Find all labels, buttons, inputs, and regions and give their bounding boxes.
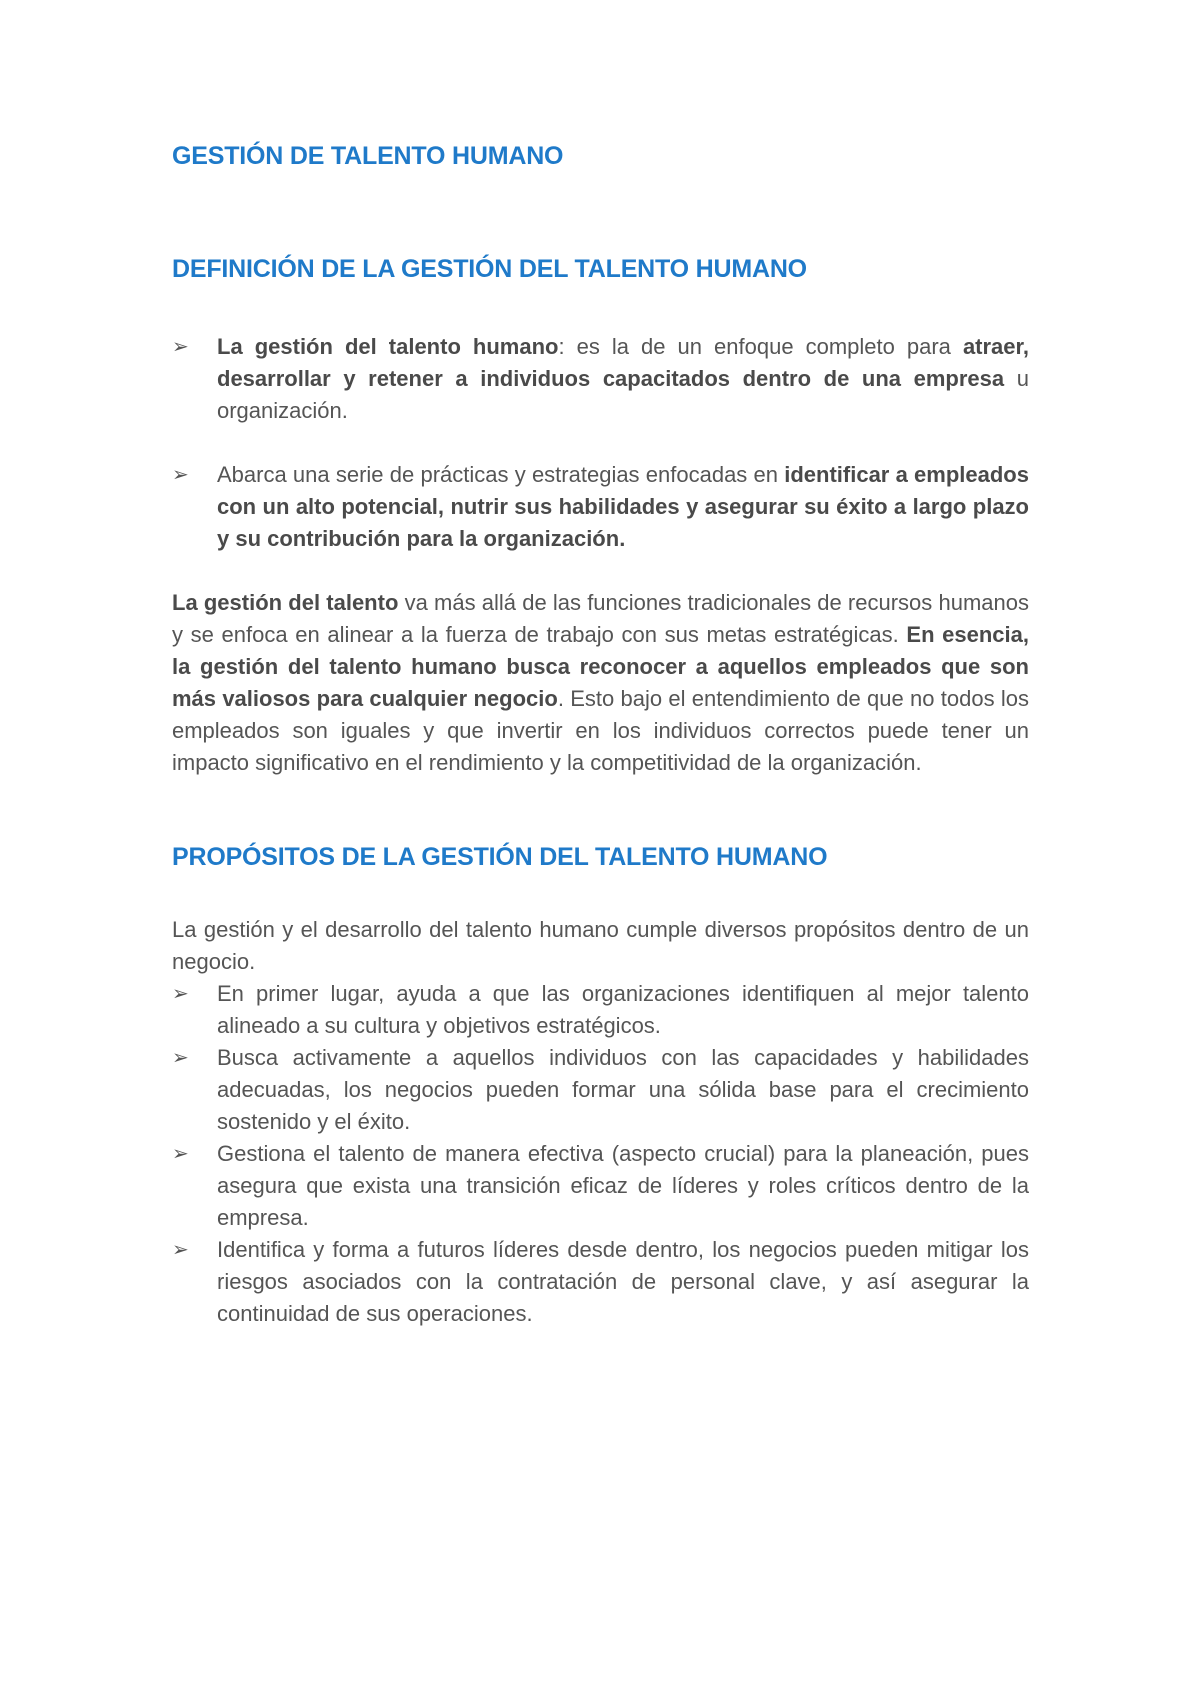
section-heading-definition: DEFINICIÓN DE LA GESTIÓN DEL TALENTO HUMANO (172, 255, 807, 283)
bullet-text: En primer lugar, ayuda a que las organizaciones identifiquen al mejor talento alineado a su cultura y objetivos estratégicos. (217, 981, 1029, 1038)
bullet-text: Identifica y forma a futuros líderes desde dentro, los negocios pueden mitigar los riesgos asociados con la contratación de personal clave, y así asegurar la continuidad de sus operaciones. (217, 1237, 1029, 1326)
purposes-bullet-1 (172, 978, 1029, 1042)
definition-bullet-2 (172, 459, 1029, 555)
bold-mid: En esencia, la gestión del talento humano busca reconocer a aquellos empleados que son más valiosos para cualquier negocio (172, 622, 1029, 711)
arrow-bullet-icon: ➢ (172, 1143, 189, 1165)
paragraph-text-b: . Esto bajo el entendimiento de que no todos los empleados son iguales y que invertir en los individuos correctos puede tener un impacto significativo en el rendimiento y la competitividad de la organización. (172, 686, 1030, 775)
bullet-text: Gestiona el talento de manera efectiva (aspecto crucial) para la planeación, pues asegura que exista una transición eficaz de líderes y roles críticos dentro de la empresa. (217, 1141, 1029, 1230)
bold-mid: identificar a empleados con un alto potencial, nutrir sus habilidades y asegurar su éxito a largo plazo y su contribución para la organización. (217, 462, 1029, 551)
bold-lead: La gestión del talento (172, 590, 399, 615)
arrow-bullet-icon: ➢ (172, 336, 189, 358)
bullet-text (217, 459, 1029, 555)
arrow-bullet-icon: ➢ (172, 1239, 189, 1261)
arrow-bullet-icon: ➢ (172, 464, 189, 486)
purposes-bullet-3 (172, 1138, 1029, 1234)
purposes-intro: La gestión y el desarrollo del talento humano cumple diversos propósitos dentro de un negocio. (172, 917, 1029, 974)
bold-mid: atraer, desarrollar y retener a individuos capacitados dentro de una empresa (217, 334, 1029, 391)
bullet-text-a: Abarca una serie de prácticas y estrategias enfocadas en (217, 462, 785, 487)
bullet-text-a: : es la de un enfoque completo para (558, 334, 963, 359)
bullet-text: Busca activamente a aquellos individuos con las capacidades y habilidades adecuadas, los negocios pueden formar una sólida base para el crecimiento sostenido y el éxito. (217, 1045, 1029, 1134)
paragraph-text-a: va más allá de las funciones tradicionales de recursos humanos y se enfoca en alinear a la fuerza de trabajo con sus metas estratégicas. (172, 590, 1029, 647)
definition-paragraph (172, 587, 1029, 779)
document-title: GESTIÓN DE TALENTO HUMANO (172, 142, 564, 170)
bullet-text-b: u organización. (217, 366, 1029, 423)
bullet-text (217, 331, 1029, 427)
arrow-bullet-icon: ➢ (172, 983, 189, 1005)
purposes-bullet-4 (172, 1234, 1029, 1330)
section-heading-purposes: PROPÓSITOS DE LA GESTIÓN DEL TALENTO HUMANO (172, 843, 828, 871)
bold-lead: La gestión del talento humano (217, 334, 559, 359)
definition-bullet-1 (172, 331, 1029, 427)
arrow-bullet-icon: ➢ (172, 1047, 189, 1069)
purposes-bullet-2 (172, 1042, 1029, 1138)
